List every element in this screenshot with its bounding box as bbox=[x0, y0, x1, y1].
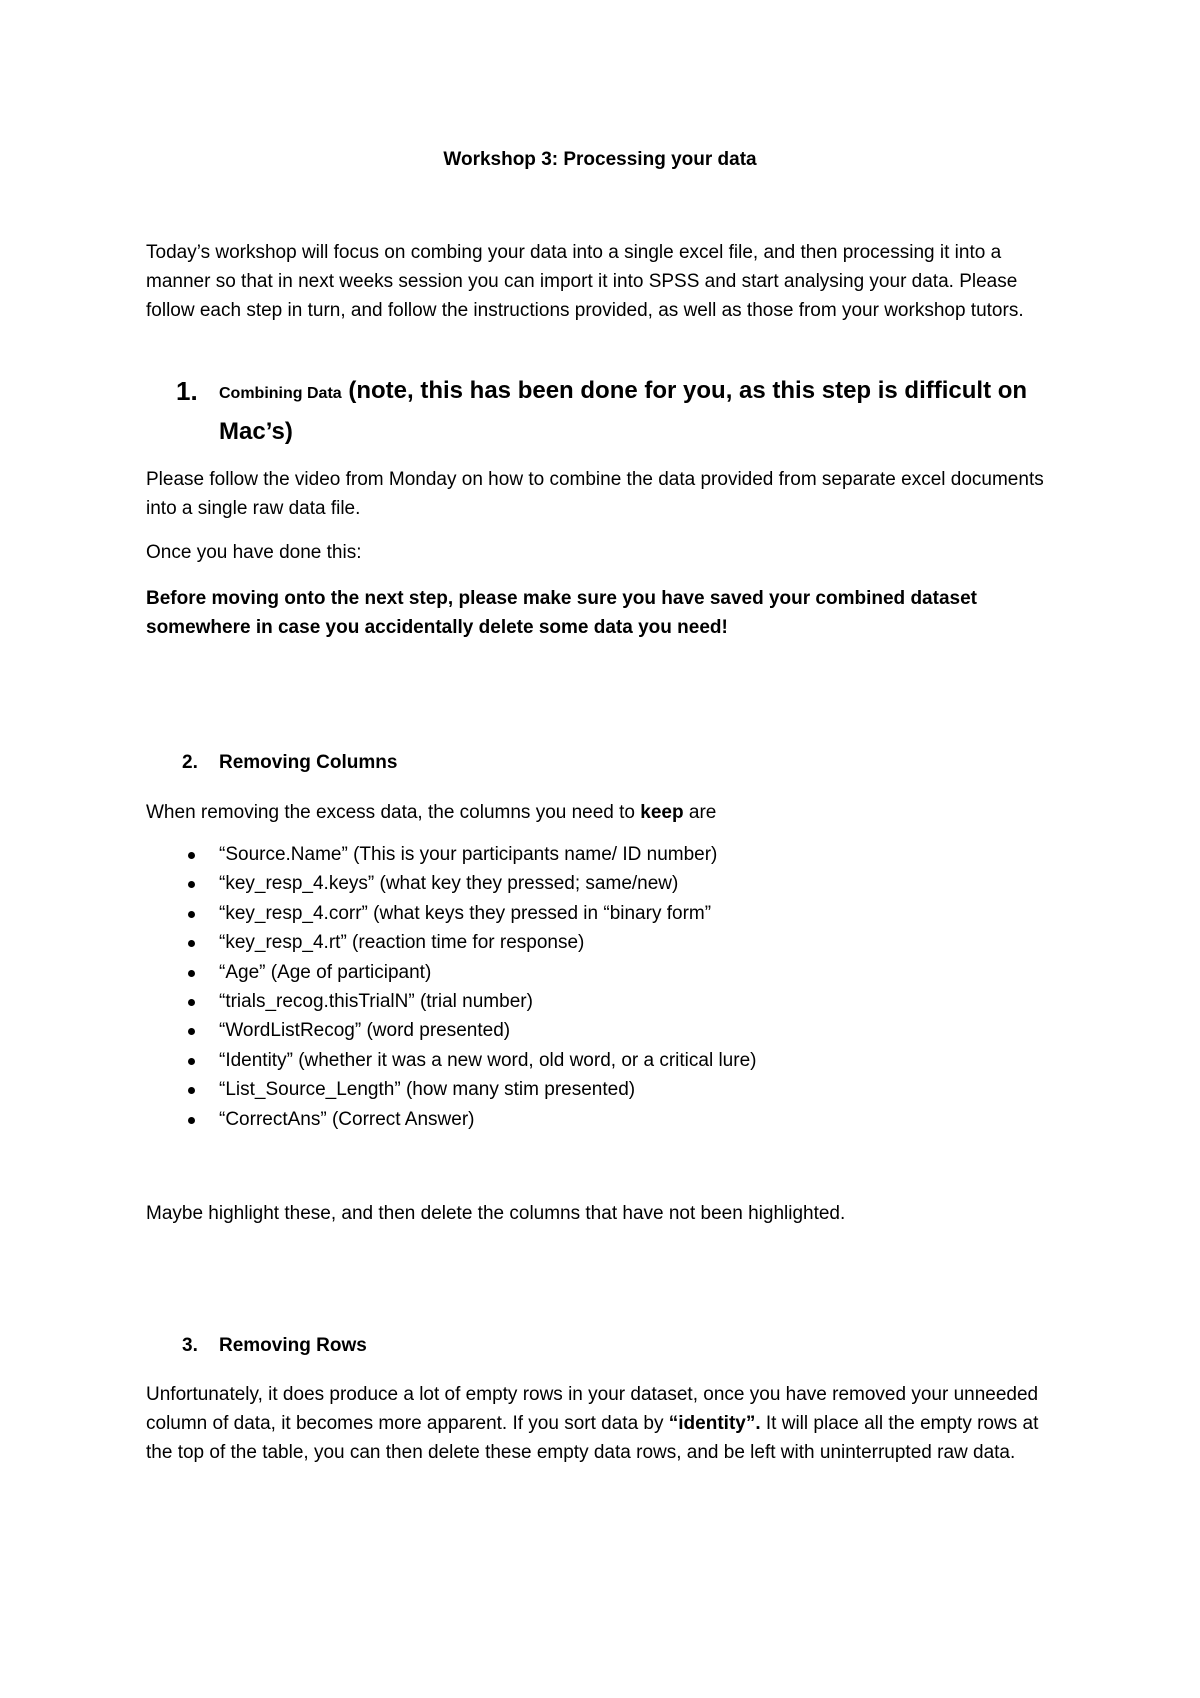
document-title: Workshop 3: Processing your data bbox=[443, 149, 757, 170]
list-item-text: “CorrectAns” (Correct Answer) bbox=[219, 1108, 475, 1130]
bullet-icon bbox=[188, 1117, 195, 1124]
bullet-icon bbox=[188, 1028, 195, 1035]
section-1-heading bbox=[219, 372, 1059, 451]
list-item-text: “key_resp_4.corr” (what keys they pressed in “binary form” bbox=[219, 902, 712, 924]
section-2-closing: Maybe highlight these, and then delete the columns that have not been highlighted. bbox=[146, 1203, 846, 1224]
list-item bbox=[146, 899, 1046, 928]
list-item bbox=[146, 1046, 1046, 1075]
list-item bbox=[146, 958, 1046, 987]
list-item-text: “key_resp_4.keys” (what key they pressed; same/new) bbox=[219, 873, 679, 895]
section-2-lead-end: are bbox=[683, 802, 717, 823]
list-item-text: “Age” (Age of participant) bbox=[219, 961, 432, 983]
section-2-lead-keep: keep bbox=[640, 802, 684, 823]
keep-columns-list bbox=[146, 840, 1046, 1134]
section-2-lead-start: When removing the excess data, the columns you need to bbox=[146, 802, 641, 823]
section-1-heading-title: Combining Data bbox=[219, 385, 342, 402]
list-item bbox=[146, 1075, 1046, 1104]
section-2-lead bbox=[146, 798, 1066, 827]
bullet-icon bbox=[188, 970, 195, 977]
section-3-paragraph-identity: “identity”. bbox=[668, 1413, 761, 1434]
section-1-paragraph-2: Once you have done this: bbox=[146, 542, 362, 563]
section-3-title: Removing Rows bbox=[219, 1335, 367, 1356]
section-3-paragraph-start: Unfortunately, it does produce a lot of empty rows in your dataset, once you have removed your unneeded column of data, it becomes more apparent. If you sort data by bbox=[146, 1384, 1039, 1434]
section-1-heading-note: (note, this has been done for you, as this step is difficult on Mac’s) bbox=[219, 377, 1028, 445]
list-item-text: “key_resp_4.rt” (reaction time for response) bbox=[219, 932, 585, 954]
list-item-text: “trials_recog.thisTrialN” (trial number) bbox=[219, 990, 533, 1012]
section-3-number: 3. bbox=[182, 1335, 198, 1356]
list-item-text: “Source.Name” (This is your participants name/ ID number) bbox=[219, 844, 718, 865]
list-item bbox=[146, 1016, 1046, 1045]
bullet-icon bbox=[188, 1087, 195, 1094]
section-3-paragraph-end: It will place all the empty rows at the top of the table, you can then delete these empty data rows, and be left with uninterrupted raw data. bbox=[146, 1413, 1039, 1463]
bullet-icon bbox=[188, 1058, 195, 1065]
list-item bbox=[146, 928, 1046, 957]
section-2-title: Removing Columns bbox=[219, 752, 398, 773]
intro-paragraph: Today’s workshop will focus on combing your data into a single excel file, and then processing it into a manner so that in next weeks session you can import it into SPSS and start analysing your data. Please follow each step in turn, and follow the instructions provided, as well as those from your workshop tutors. bbox=[146, 242, 1024, 321]
list-item bbox=[146, 1105, 1046, 1134]
section-1-number: 1. bbox=[176, 376, 198, 406]
bullet-icon bbox=[188, 911, 195, 918]
list-item bbox=[146, 987, 1046, 1016]
list-item-text: “Identity” (whether it was a new word, old word, or a critical lure) bbox=[219, 1049, 757, 1071]
section-3-paragraph bbox=[146, 1380, 1066, 1467]
bullet-icon bbox=[188, 940, 195, 947]
section-1-paragraph-1: Please follow the video from Monday on how to combine the data provided from separate excel documents into a single raw data file. bbox=[146, 469, 1044, 519]
bullet-icon bbox=[188, 881, 195, 888]
list-item-text: “WordListRecog” (word presented) bbox=[219, 1020, 511, 1042]
bullet-icon bbox=[188, 999, 195, 1006]
list-item bbox=[146, 869, 1046, 898]
list-item-text: “List_Source_Length” (how many stim presented) bbox=[219, 1079, 636, 1101]
section-2-number: 2. bbox=[182, 752, 198, 773]
bullet-icon bbox=[188, 852, 195, 859]
list-item bbox=[146, 840, 1046, 869]
section-1-warning: Before moving onto the next step, please make sure you have saved your combined dataset somewhere in case you accidentally delete some data you need! bbox=[146, 588, 977, 638]
